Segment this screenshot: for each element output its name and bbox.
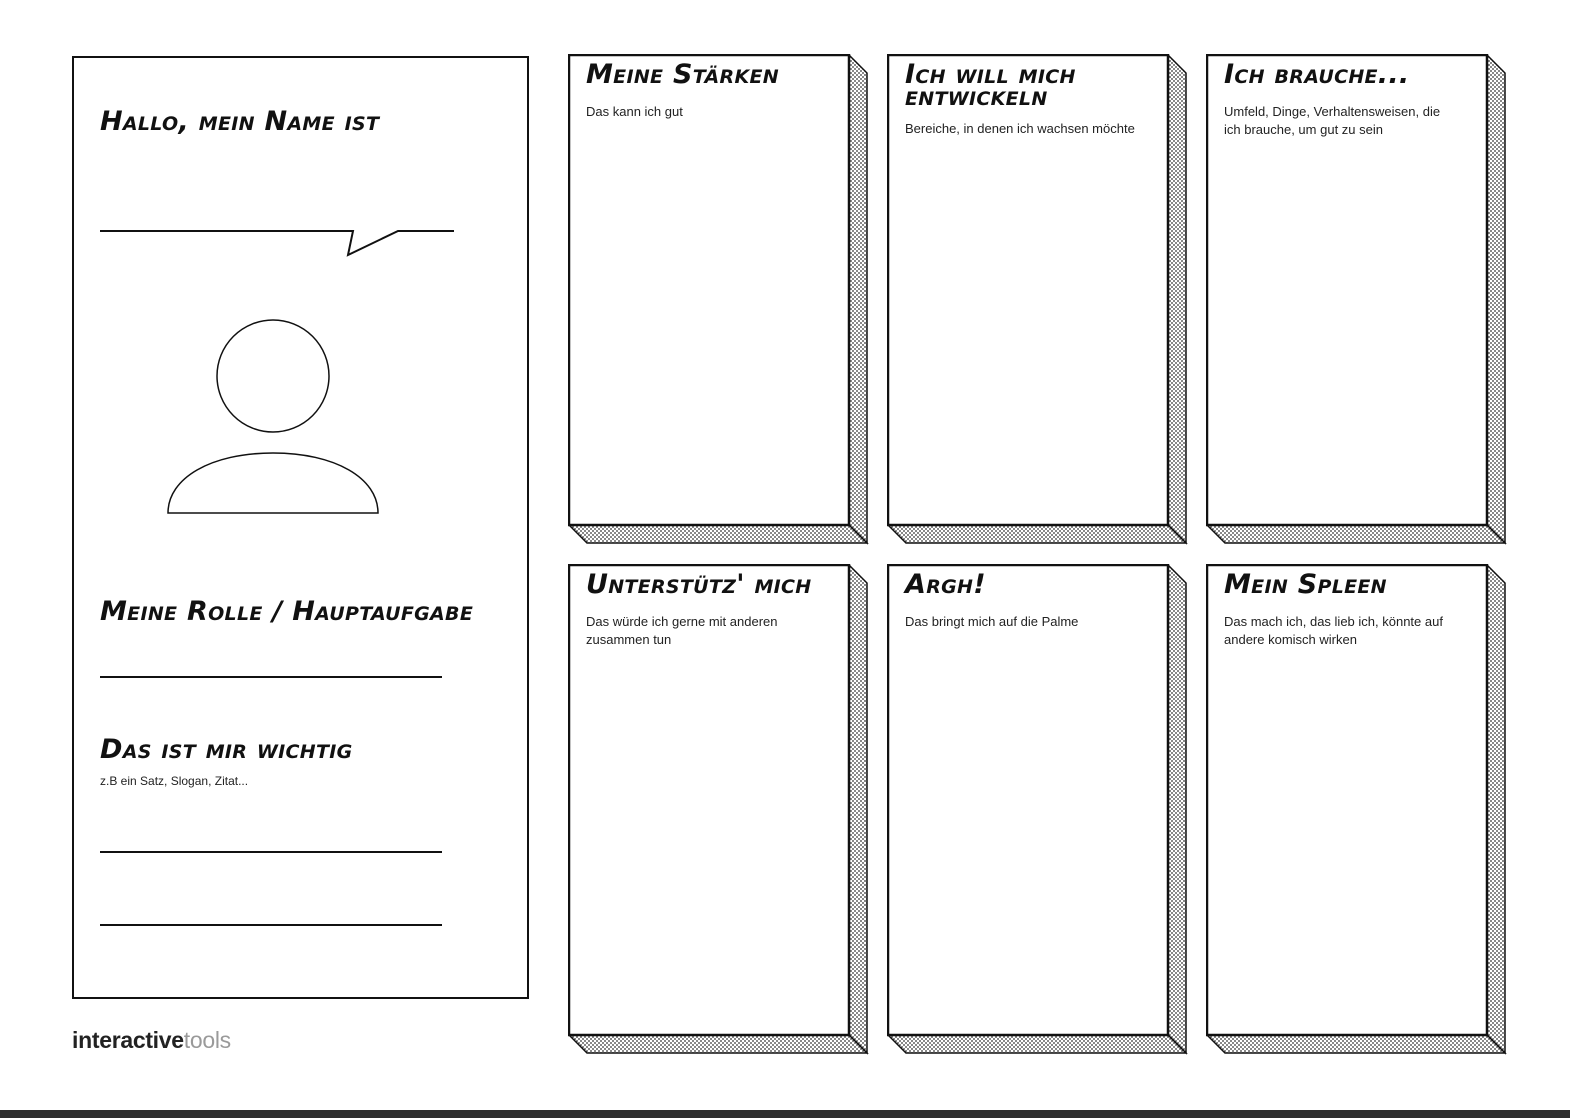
card-title: Ich will mich entwickeln — [905, 59, 1076, 112]
card-title: Unterstütz' mich — [586, 569, 812, 600]
card-title: Argh! — [905, 569, 986, 600]
card-subtitle: Das kann ich gut — [586, 104, 683, 119]
important-input-line-1[interactable] — [100, 851, 442, 853]
role-label: Meine Rolle / Hauptaufgabe — [100, 596, 474, 627]
card-argh[interactable] — [887, 564, 1189, 1054]
card-subtitle: Das würde ich gerne mit anderen zusammen tun — [586, 614, 778, 647]
card-frame — [568, 54, 870, 546]
avatar-icon — [166, 318, 382, 518]
bottom-bar — [0, 1110, 1570, 1118]
important-label: Das ist mir wichtig — [100, 734, 353, 765]
card-subtitle: Das bringt mich auf die Palme — [905, 614, 1079, 629]
card-ich-will-mich-entwickeln[interactable] — [887, 54, 1189, 544]
card-subtitle: Umfeld, Dinge, Verhaltensweisen, die ich brauche, um gut zu sein — [1224, 104, 1441, 137]
name-label: Hallo, mein Name ist — [100, 106, 380, 137]
card-mein-spleen[interactable] — [1206, 564, 1508, 1054]
card-frame — [887, 564, 1189, 1056]
brand-logo: interactivetools — [72, 1027, 231, 1053]
card-meine-staerken[interactable] — [568, 54, 870, 544]
important-input-line-2[interactable] — [100, 924, 442, 926]
profile-card — [72, 56, 529, 999]
card-title: Ich brauche... — [1224, 59, 1410, 90]
speech-bubble-line[interactable] — [98, 218, 458, 258]
card-unterstuetz-mich[interactable] — [568, 564, 870, 1054]
card-ich-brauche[interactable] — [1206, 54, 1508, 544]
important-hint: z.B ein Satz, Slogan, Zitat... — [100, 774, 249, 788]
card-subtitle: Bereiche, in denen ich wachsen möchte — [905, 121, 1135, 136]
card-title: Mein Spleen — [1224, 569, 1387, 600]
card-title: Meine Stärken — [586, 59, 779, 90]
card-subtitle: Das mach ich, das lieb ich, könnte auf andere komisch wirken — [1224, 614, 1443, 647]
role-input-line[interactable] — [100, 676, 442, 678]
